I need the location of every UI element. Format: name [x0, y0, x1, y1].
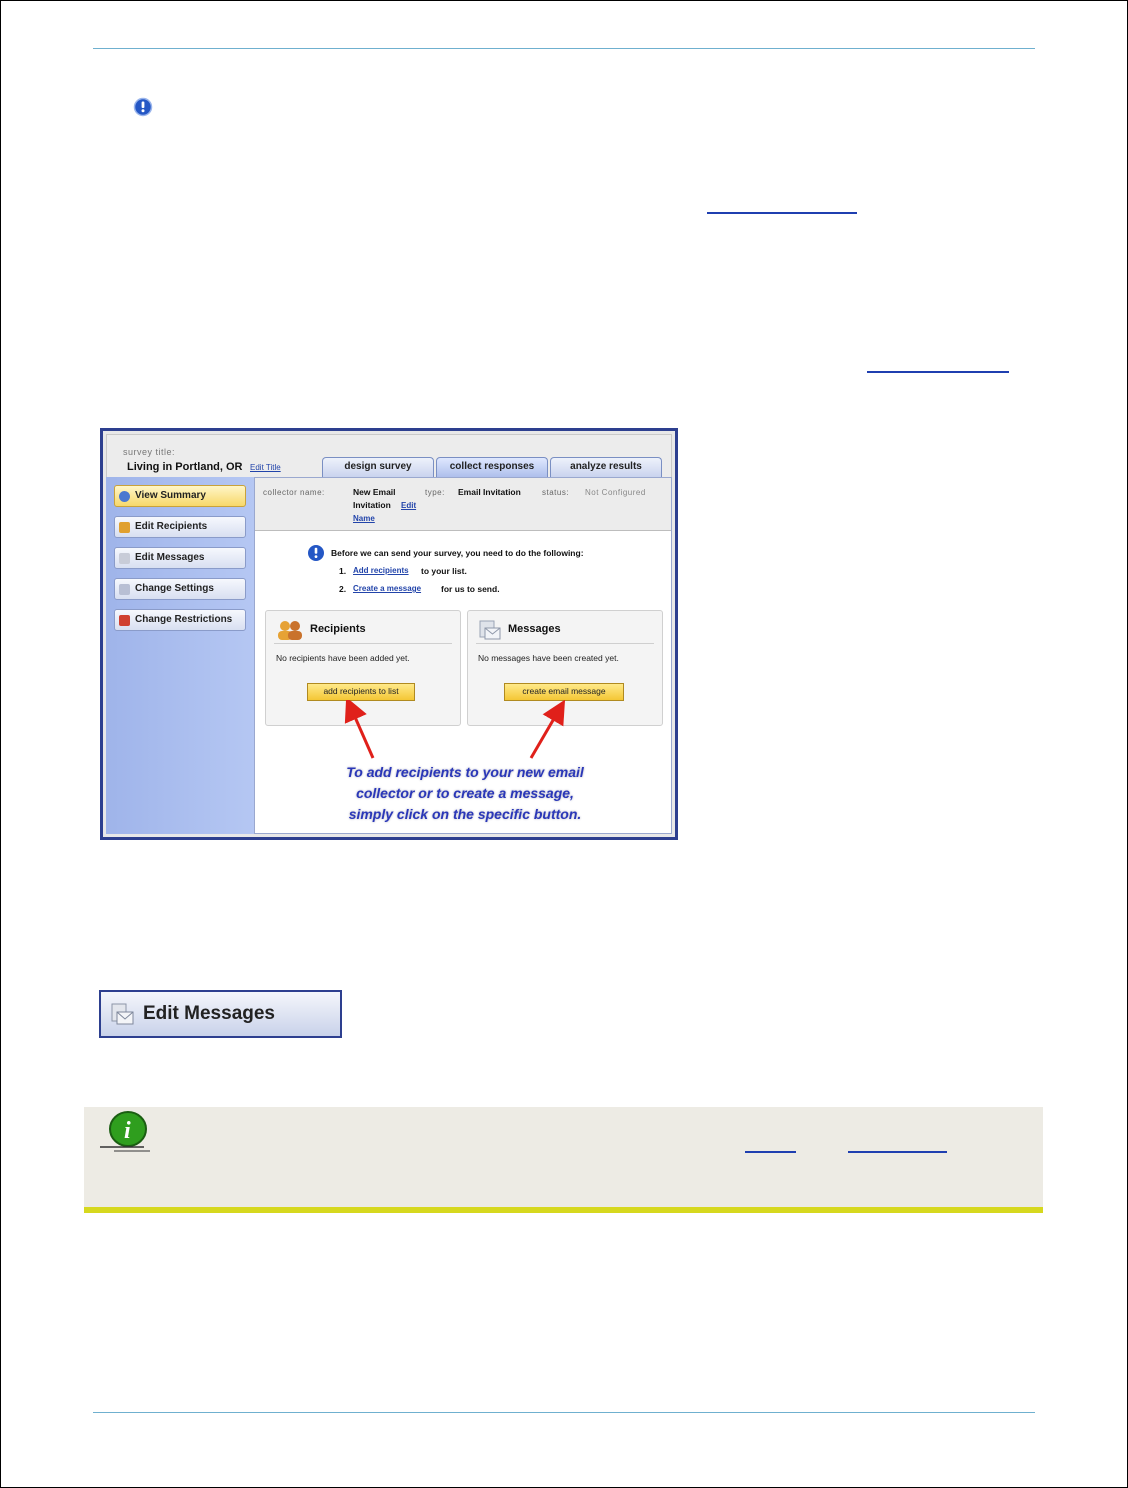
notice-text: Before we can send your survey, you need to do the following: — [331, 548, 584, 558]
create-message-link[interactable]: Create a message — [353, 584, 422, 593]
recipients-icon — [276, 619, 304, 641]
restriction-icon — [119, 615, 130, 626]
add-recipients-button[interactable]: add recipients to list — [307, 683, 415, 701]
view-summary-button[interactable] — [114, 485, 246, 507]
type-value: Email Invitation — [458, 487, 521, 497]
edit-name-link-2[interactable]: Name — [353, 514, 375, 523]
tab-design-survey[interactable]: design survey — [322, 457, 434, 477]
step2-text: for us to send. — [441, 584, 500, 594]
edit-recipients-label: Edit Recipients — [135, 521, 208, 532]
change-settings-button[interactable] — [114, 578, 246, 600]
add-recipients-link[interactable]: Add recipients — [353, 566, 409, 575]
settings-icon — [119, 584, 130, 595]
hyperlink-underline[interactable] — [707, 212, 857, 214]
change-restrictions-button[interactable] — [114, 609, 246, 631]
edit-title-link[interactable]: Edit Title — [250, 463, 281, 472]
change-settings-label: Change Settings — [135, 583, 214, 594]
alert-icon — [133, 97, 153, 117]
card-divider — [476, 643, 654, 644]
tab-analyze-results[interactable]: analyze results — [550, 457, 662, 477]
edit-recipients-button[interactable] — [114, 516, 246, 538]
hyperlink-underline[interactable] — [848, 1151, 947, 1153]
collector-name-value-1: New Email — [353, 487, 396, 497]
hyperlink-underline[interactable] — [745, 1151, 796, 1153]
card-divider — [274, 643, 452, 644]
edit-messages-button-image — [99, 990, 342, 1038]
status-value: Not Configured — [585, 488, 646, 497]
arrow-to-recipients — [351, 708, 373, 758]
step1-text: to your list. — [421, 566, 467, 576]
edit-name-link[interactable]: Edit — [401, 501, 417, 510]
collector-name-value-2: Invitation — [353, 500, 391, 510]
survey-title: Living in Portland, OR — [127, 461, 243, 473]
red-arrows — [315, 700, 635, 762]
annotation-line-1: To add recipients to your new email — [346, 764, 584, 780]
messages-empty-text: No messages have been created yet. — [478, 653, 619, 663]
footer-rule — [93, 1412, 1035, 1413]
notice-alert-icon — [307, 544, 325, 562]
users-icon — [119, 522, 130, 533]
recipients-title: Recipients — [310, 623, 366, 635]
info-icon — [98, 1109, 158, 1155]
type-label: type: — [425, 488, 445, 497]
tip-box — [84, 1107, 1043, 1213]
create-email-message-button[interactable]: create email message — [504, 683, 624, 701]
status-label: status: — [542, 488, 570, 497]
edit-messages-button[interactable] — [114, 547, 246, 569]
step2-number: 2. — [339, 584, 347, 594]
edit-messages-label: Edit Messages — [143, 1003, 275, 1024]
messages-title: Messages — [508, 623, 561, 635]
magnifier-icon — [119, 491, 130, 502]
hyperlink-underline[interactable] — [867, 371, 1009, 373]
collector-screenshot — [100, 428, 678, 840]
recipients-empty-text: No recipients have been added yet. — [276, 653, 410, 663]
sidebar — [106, 477, 254, 834]
arrow-to-messages — [531, 710, 559, 758]
header-rule — [93, 48, 1035, 49]
survey-header — [106, 434, 672, 482]
envelope-icon — [109, 1002, 135, 1028]
annotation-line-2: collector or to create a message, — [356, 785, 574, 801]
collector-name-label: collector name: — [263, 488, 325, 497]
callout-annotation — [315, 762, 615, 825]
tab-collect-responses[interactable]: collect responses — [436, 457, 548, 477]
collector-info-bar — [255, 478, 671, 531]
view-summary-label: View Summary — [135, 490, 206, 501]
annotation-line-3: simply click on the specific button. — [348, 806, 582, 822]
step1-number: 1. — [339, 566, 347, 576]
messages-icon — [478, 619, 502, 641]
survey-title-label: survey title: — [123, 447, 176, 457]
edit-messages-label: Edit Messages — [135, 552, 205, 563]
change-restrictions-label: Change Restrictions — [135, 614, 233, 625]
envelope-icon — [119, 553, 130, 564]
svg-text:i: i — [124, 1118, 131, 1144]
collector-panel — [254, 477, 672, 834]
